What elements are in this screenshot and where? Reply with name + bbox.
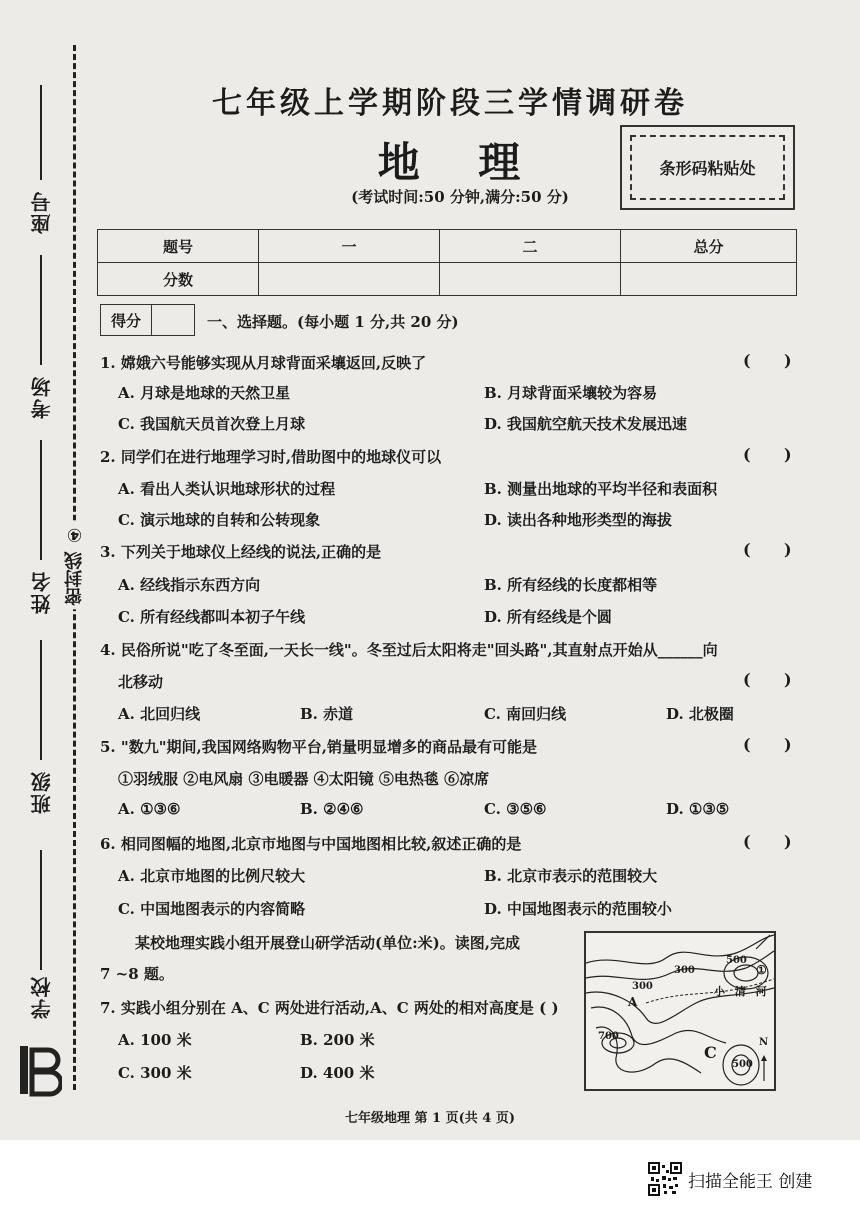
score-cell[interactable] — [440, 263, 621, 296]
option: C. 演示地球的自转和公转现象 — [118, 511, 321, 529]
question-stem: 7. 实践小组分别在 A、C 两处进行活动,A、C 两处的相对高度是 ( ) — [100, 999, 559, 1017]
class-blank — [40, 640, 42, 760]
score-cell[interactable] — [259, 263, 440, 296]
option: D. 北极圈 — [666, 705, 734, 723]
option: B. 所有经线的长度都相等 — [484, 576, 658, 594]
option: D. 中国地图表示的范围较小 — [484, 900, 672, 918]
school-blank — [40, 850, 42, 970]
answer-blank[interactable]: ( ) — [743, 351, 792, 370]
option: C. 我国航天员首次登上月球 — [118, 415, 306, 433]
score-cell[interactable] — [621, 263, 797, 296]
option: A. 月球是地球的天然卫星 — [118, 384, 291, 402]
contour-label: 300 — [632, 981, 653, 992]
section-score-label: 得分 — [101, 305, 152, 335]
contour-label: 700 — [598, 1031, 619, 1042]
answer-blank[interactable]: ( ) — [743, 540, 792, 559]
scanner-watermark — [648, 1162, 812, 1196]
point-c-label: C — [704, 1043, 717, 1062]
question-stem: 1. 嫦娥六号能够实现从月球背面采壤返回,反映了 — [100, 354, 427, 372]
watermark-text: 扫描全能王 创建 — [688, 1171, 813, 1192]
answer-blank[interactable]: ( ) — [743, 445, 792, 464]
option: D. 所有经线是个圆 — [484, 608, 612, 626]
option: B. 200 米 — [300, 1031, 375, 1049]
option: B. 赤道 — [300, 705, 354, 723]
name-blank — [40, 440, 42, 560]
question-stem: 4. 民俗所说"吃了冬至面,一天长一线"。冬至过后太阳将走"回头路",其直射点开始从______向 — [100, 641, 718, 659]
option: D. ①③⑤ — [666, 800, 730, 818]
point-a-label: A — [628, 995, 638, 1009]
section-score-box — [100, 304, 195, 336]
score-table-header: 二 — [440, 230, 621, 263]
seat-label: 座号 — [30, 190, 54, 234]
publisher-logo-icon — [18, 1040, 62, 1102]
school-label: 学校 — [30, 975, 54, 1019]
material-intro: 某校地理实践小组开展登山研学活动(单位:米)。读图,完成 — [135, 934, 520, 952]
option: B. 北京市表示的范围较大 — [484, 867, 658, 885]
exam-info: (考试时间:50 分钟,满分:50 分) — [351, 188, 569, 206]
exam-room-blank — [40, 255, 42, 365]
score-table-header: 题号 — [98, 230, 259, 263]
option: A. 100 米 — [118, 1031, 192, 1049]
score-row-label: 分数 — [98, 263, 259, 296]
option: A. 经线指示东西方向 — [118, 576, 261, 594]
exam-title: 七年级上学期阶段三学情调研卷 — [212, 86, 688, 121]
option: C. 南回归线 — [484, 705, 567, 723]
answer-blank[interactable]: ( ) — [743, 735, 792, 754]
material-intro-cont: 7 ~8 题。 — [100, 965, 174, 983]
option: A. 看出人类认识地球形状的过程 — [118, 480, 336, 498]
option: D. 我国航空航天技术发展迅速 — [484, 415, 687, 433]
question-stem-cont: 北移动 — [118, 673, 164, 691]
barcode-area — [620, 125, 795, 210]
option: C. ③⑤⑥ — [484, 800, 547, 818]
section-heading: 一、选择题。(每小题 1 分,共 20 分) — [207, 313, 459, 331]
score-table — [97, 229, 797, 296]
contour-map — [584, 931, 776, 1091]
option: B. 测量出地球的平均半径和表面积 — [484, 480, 718, 498]
score-table-header: 总分 — [621, 230, 797, 263]
option: D. 读出各种地形类型的海拔 — [484, 511, 672, 529]
contour-label: 500 — [726, 955, 747, 966]
question-stem: 2. 同学们在进行地理学习时,借助图中的地球仪可以 — [100, 448, 442, 466]
option: A. ①③⑥ — [118, 800, 181, 818]
option: C. 300 米 — [118, 1064, 192, 1082]
seat-blank — [40, 85, 42, 180]
river-label: 小 清 河 — [714, 985, 770, 998]
score-table-header: 一 — [259, 230, 440, 263]
barcode-label: 条形码粘贴处 — [630, 135, 785, 200]
contour-label: 300 — [674, 965, 695, 976]
question-stem: 5. "数九"期间,我国网络购物平台,销量明显增多的商品最有可能是 — [100, 738, 537, 756]
subject-title: 地 理 — [377, 138, 543, 187]
qr-code-icon — [648, 1162, 682, 1196]
seal-line-label: 密封线 ④ — [62, 520, 88, 609]
question-stem: 3. 下列关于地球仪上经线的说法,正确的是 — [100, 543, 382, 561]
north-arrow-label: N — [759, 1037, 769, 1048]
option: C. 所有经线都叫本初子午线 — [118, 608, 306, 626]
answer-blank[interactable]: ( ) — [743, 832, 792, 851]
contour-label: 500 — [732, 1059, 753, 1070]
question-stem: 6. 相同图幅的地图,北京市地图与中国地图相比较,叙述正确的是 — [100, 835, 522, 853]
option: B. ②④⑥ — [300, 800, 364, 818]
marker-1-label: ① — [756, 963, 767, 977]
exam-room-label: 考场 — [30, 375, 54, 419]
class-label: 班级 — [30, 770, 54, 814]
option: A. 北京市地图的比例尺较大 — [118, 867, 306, 885]
option: B. 月球背面采壤较为容易 — [484, 384, 658, 402]
option: A. 北回归线 — [118, 705, 201, 723]
option: D. 400 米 — [300, 1064, 375, 1082]
name-label: 姓名 — [30, 570, 54, 614]
answer-blank[interactable]: ( ) — [743, 670, 792, 689]
question-items: ①羽绒服 ②电风扇 ③电暖器 ④太阳镜 ⑤电热毯 ⑥凉席 — [118, 770, 490, 788]
page-footer: 七年级地理 第 1 页(共 4 页) — [344, 1111, 516, 1126]
option: C. 中国地图表示的内容简略 — [118, 900, 306, 918]
